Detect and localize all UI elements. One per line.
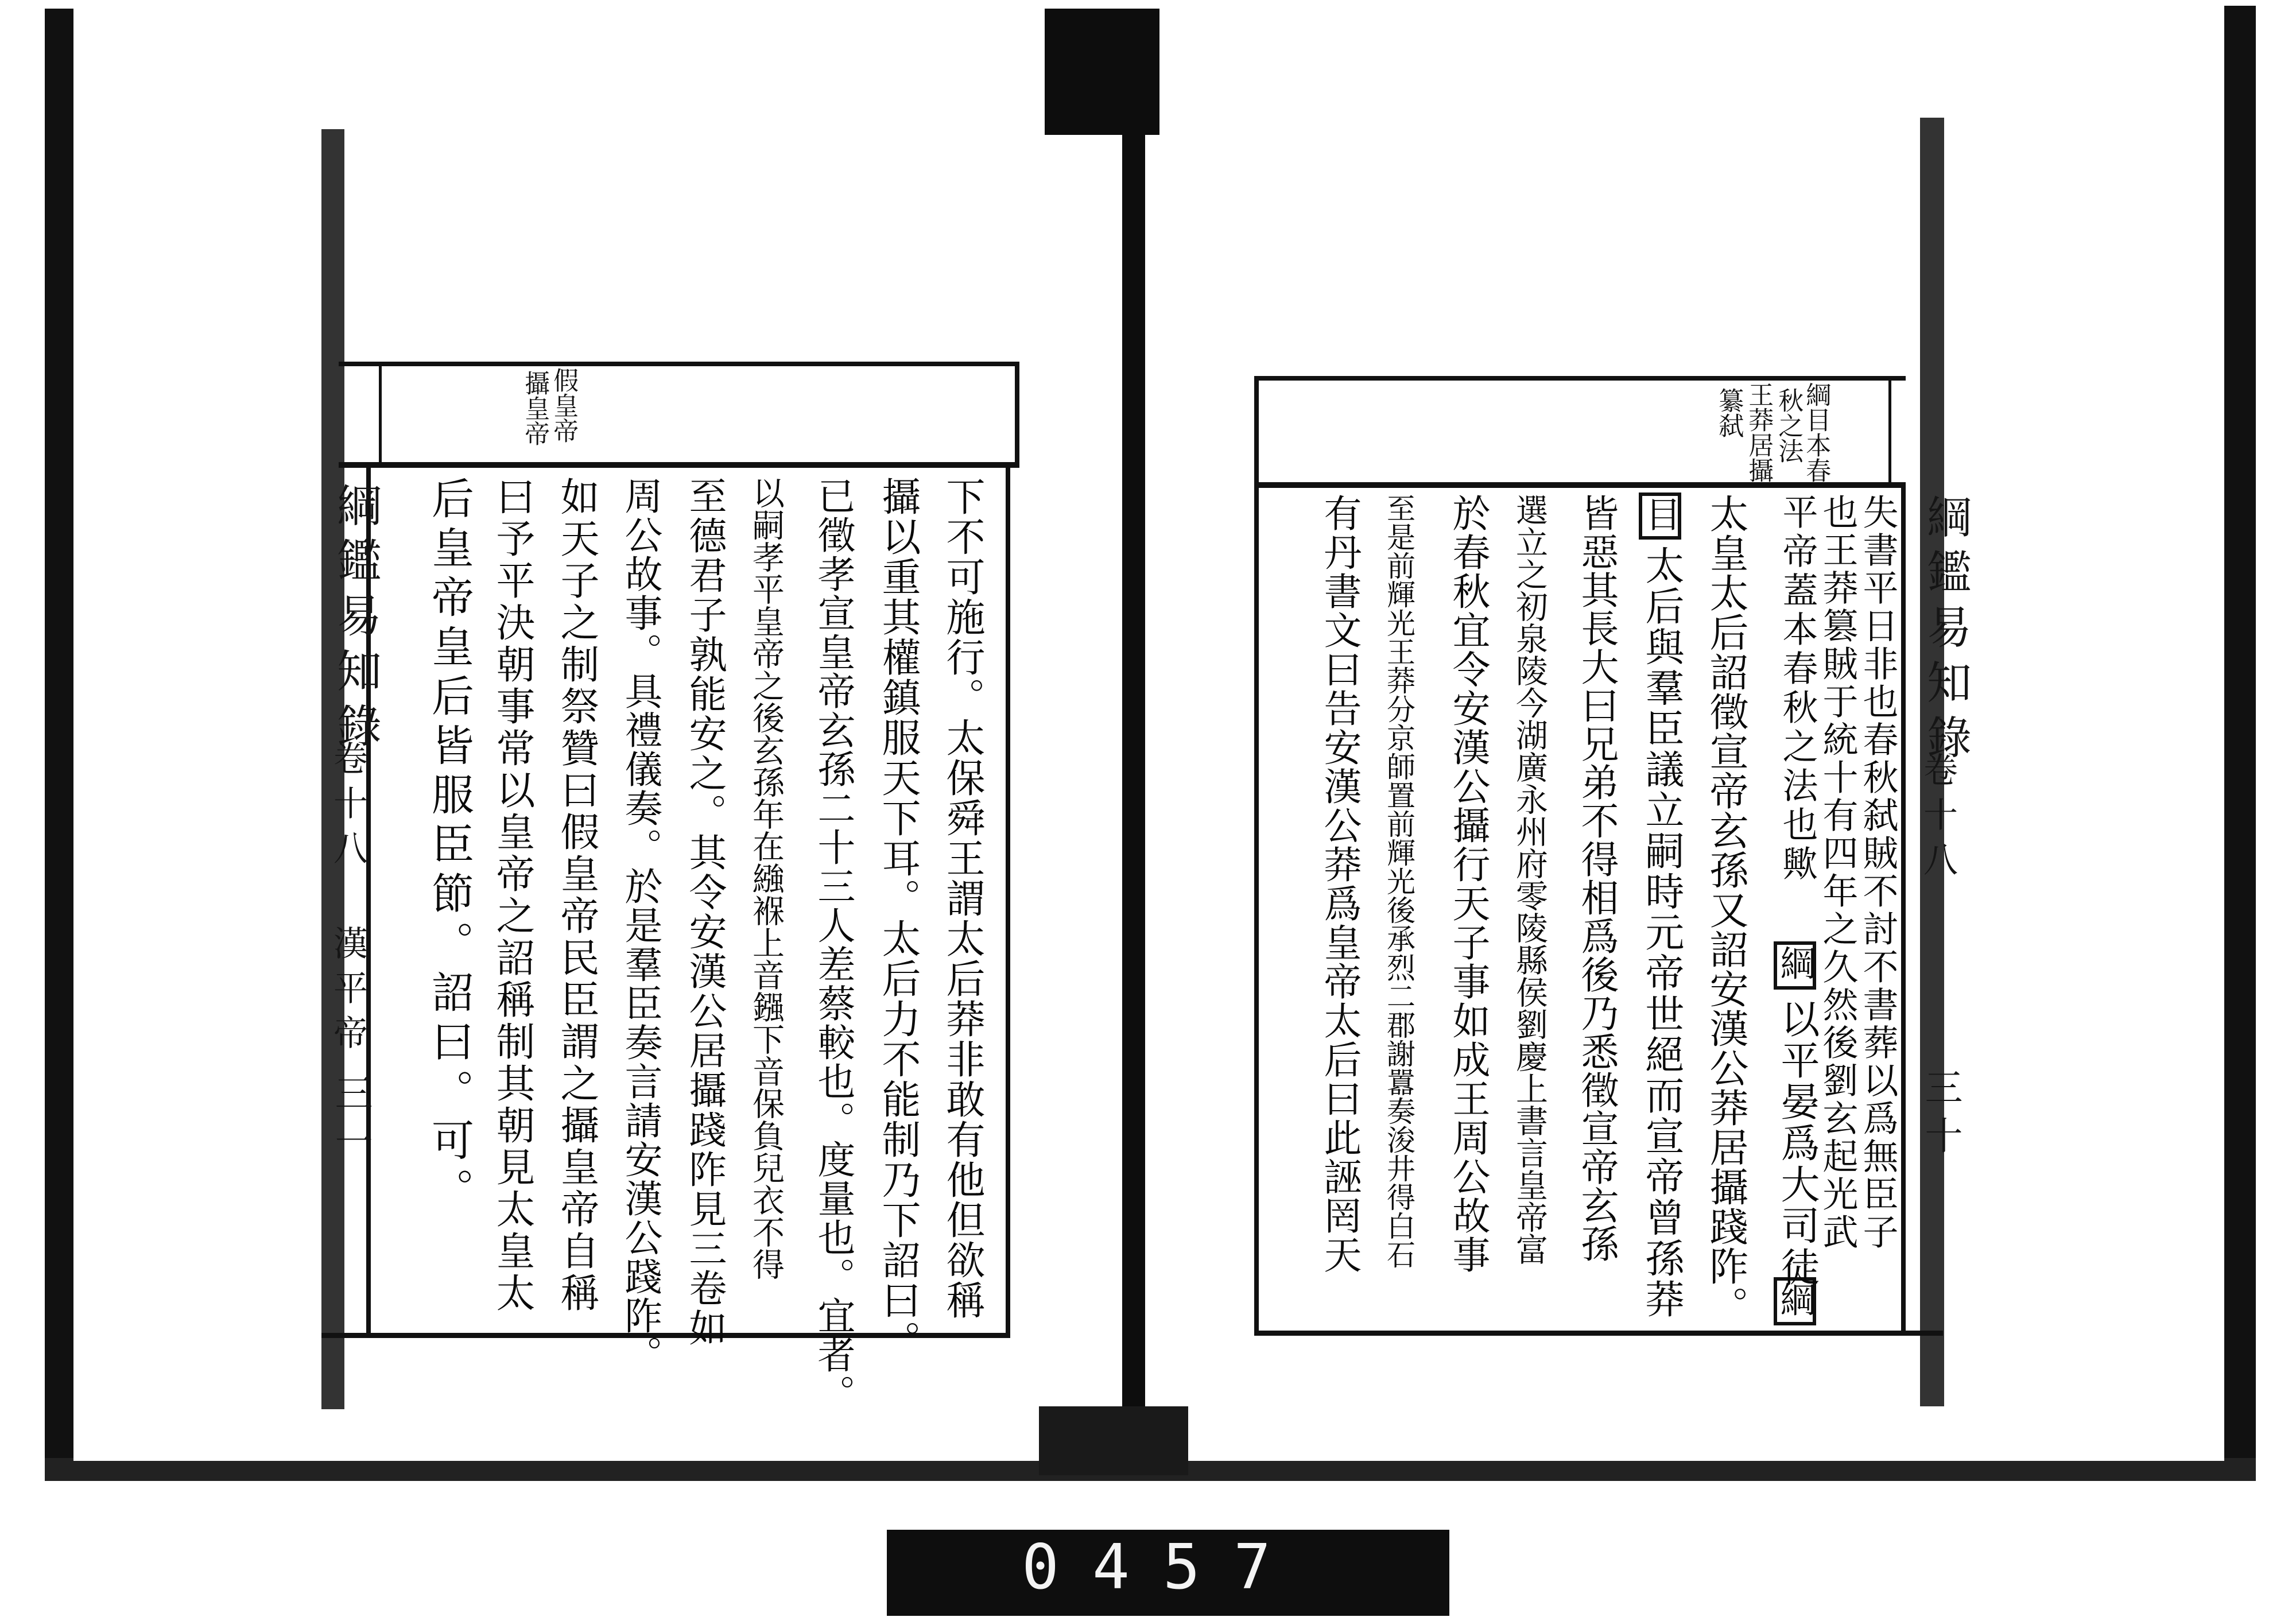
right-commentary-column-3: 平帝蓋本春秋之法也歟 [1777,494,1818,884]
right-header-divider [1888,376,1891,488]
right-frame-left-rule [1254,488,1259,1335]
right-text-column-1: 太皇太后詔徵宣帝玄孫又詔安漢公莽居攝踐阼。 [1703,494,1748,1325]
scan-left-edge [45,9,73,1481]
left-header-divider [379,362,382,468]
right-frame-bottom-rule [1254,1331,1943,1336]
right-text-column-4: 選立之初泉陵今湖廣永州府零陵縣侯劉慶上書言皇帝富 [1511,494,1548,1265]
right-commentary-column-1: 失書平日非也春秋弑賊不討不書葬以爲無臣子 [1857,494,1899,1251]
left-header-note-2: 攝皇帝 [520,370,550,446]
right-text-column-6: 至是前輝光王莽分京師置前輝光後承烈二郡謝囂奏浚井得白石 [1382,494,1415,1269]
left-text-column-9: 后皇帝皇后皆服臣節。詔曰。可。 [425,476,474,1217]
right-margin-page: 三十 [1918,1068,1963,1164]
left-text-column-2: 攝以重其權鎮服天下耳。太后力不能制乃下詔曰。 [875,476,921,1360]
right-margin-title: 綱鑑易知錄 [1919,494,1971,769]
right-text-column-3: 皆惡其長大曰兄弟不得相爲後乃悉徵宣帝玄孫 [1574,494,1619,1263]
right-text-column-gang: 以平晏爲大司徒 [1774,999,1820,1288]
left-frame-right-rule [1006,468,1010,1335]
scan-right-edge [2221,6,2256,1475]
left-text-column-3: 已徵孝宣皇帝玄孫二十三人差蔡較也。度量也。宜者。 [811,476,855,1413]
right-commentary-column-2: 也王莽篡賊于統十有四年之久然後劉玄起光武 [1817,494,1859,1251]
right-header-note-1: 綱目本春 [1801,382,1831,483]
left-header-right-rule [1015,362,1019,468]
right-frame-right-rule [1901,488,1906,1335]
left-header-bottom-rule [339,462,1019,468]
left-text-column-6: 周公故事。具禮儀奏。於是羣臣奏言請安漢公踐阼。 [618,476,662,1374]
gang-label-1: 綱 [1774,945,1816,984]
left-text-column-4: 以嗣孝平皇帝之後玄孫年在繈褓上音鏹下音保負兒衣不得 [747,476,785,1280]
left-margin-title: 綱鑑易知錄 [329,482,381,758]
right-header-note-3: 王莽居攝 [1744,382,1774,483]
gang-label-2: 綱 [1774,1281,1816,1320]
left-text-column-7: 如天子之制祭贊曰假皇帝民臣謂之攝皇帝自稱 [554,476,599,1314]
left-text-column-1: 下不可施行。太保舜王謂太后莽非敢有他但欲稱 [940,476,985,1320]
right-header-left-rule [1254,376,1259,488]
left-margin-volume: 卷十八 漢平帝 [328,740,368,1060]
right-header-note-4: 纂弑 [1714,387,1744,438]
left-margin-page: 三一 [328,1073,373,1170]
right-header-top-rule [1254,376,1906,381]
book-gutter-bottom [1039,1406,1188,1475]
left-text-column-5: 至德君子孰能安之。其令安漢公居攝踐阼見三卷如 [682,476,727,1348]
right-text-column-2: 太后與羣臣議立嗣時元帝世絕而宣帝曾孫莽 [1639,545,1684,1320]
right-margin-volume: 卷十八 [1918,752,1958,886]
right-header-bottom-rule [1254,482,1906,488]
right-text-column-7: 有丹書文曰告安漢公莽爲皇帝太后曰此誣罔天 [1317,494,1362,1274]
film-number: 0457 [1022,1531,1305,1603]
right-header-note-2: 秋之法 [1774,387,1804,463]
mu-label: 目 [1639,496,1681,535]
right-text-column-5: 於春秋宜令安漢公攝行天子事如成王周公故事 [1446,494,1490,1274]
book-spine-center [1122,115,1145,1475]
left-header-top-rule [339,362,1019,366]
left-text-column-8: 曰予平決朝事常以皇帝之詔稱制其朝見太皇太 [490,476,535,1314]
left-header-note-1: 假皇帝 [549,367,579,443]
